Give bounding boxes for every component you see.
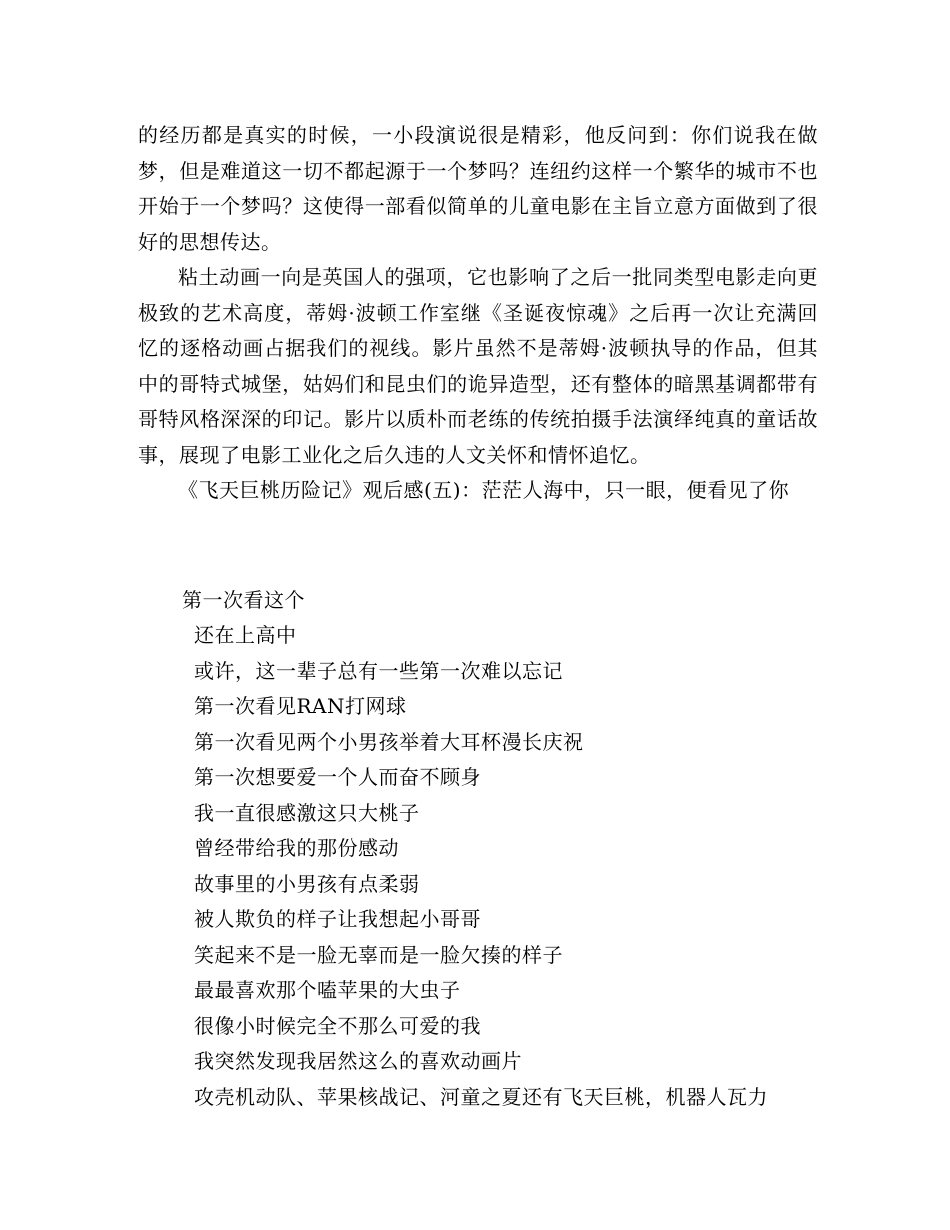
poem-line: 曾经带给我的那份感动 — [194, 836, 399, 860]
paragraph-1: 的经历都是真实的时候，一小段演说很是精彩，他反问到：你们说我在做梦，但是难道这一切不都起源于一个梦吗？连纽约这样一个繁华的城市不也开始于一个梦吗？这使得一部看似简单的儿童电影在主旨立意方面做到了很好的思想传达。 — [138, 123, 818, 254]
poem-line: 第一次看见两个小男孩举着大耳杯漫长庆祝 — [194, 729, 584, 754]
article-title-paragraph: 《飞天巨桃历险记》观后感(五)：茫茫人海中，只一眼，便看见了你 — [178, 478, 790, 502]
poem-line: 故事里的小男孩有点柔弱 — [194, 871, 420, 896]
body-text — [138, 118, 818, 509]
poem-lines — [194, 618, 768, 1115]
poem-line: 第一次想要爱一个人而奋不顾身 — [194, 765, 481, 789]
poem-line: 第一次看见RAN打网球 — [194, 694, 407, 718]
poem-line: 很像小时候完全不那么可爱的我 — [194, 1013, 481, 1038]
poem-line: 我一直很感激这只大桃子 — [194, 800, 420, 825]
poem-line: 或许，这一辈子总有一些第一次难以忘记 — [194, 658, 563, 683]
poem-line: 最最喜欢那个嗑苹果的大虫子 — [194, 978, 461, 1002]
paragraph-2: 粘土动画一向是英国人的强项，它也影响了之后一批同类型电影走向更极致的艺术高度，蒂姆·波顿工作室继《圣诞夜惊魂》之后再一次让充满回忆的逐格动画占据我们的视线。影片虽然不是蒂姆·波顿执导的作品，但其中的哥特式城堡，姑妈们和昆虫们的诡异造型，还有整体的暗黑基调都带有哥特风格深深的印记。影片以质朴而老练的传统拍摄手法演绎纯真的童话故事，展现了电影工业化之后久违的人文关怀和情怀追忆。 — [138, 265, 818, 467]
poem-line: 攻壳机动队、苹果核战记、河童之夏还有飞天巨桃，机器人瓦力 — [194, 1084, 768, 1109]
poem-line: 被人欺负的样子让我想起小哥哥 — [194, 907, 481, 931]
poem-line: 还在上高中 — [194, 623, 297, 647]
poem-line: 笑起来不是一脸无辜而是一脸欠揍的样子 — [194, 942, 563, 967]
poem-line: 我突然发现我居然这么的喜欢动画片 — [194, 1049, 522, 1073]
poem-heading: 第一次看这个 — [182, 588, 305, 612]
